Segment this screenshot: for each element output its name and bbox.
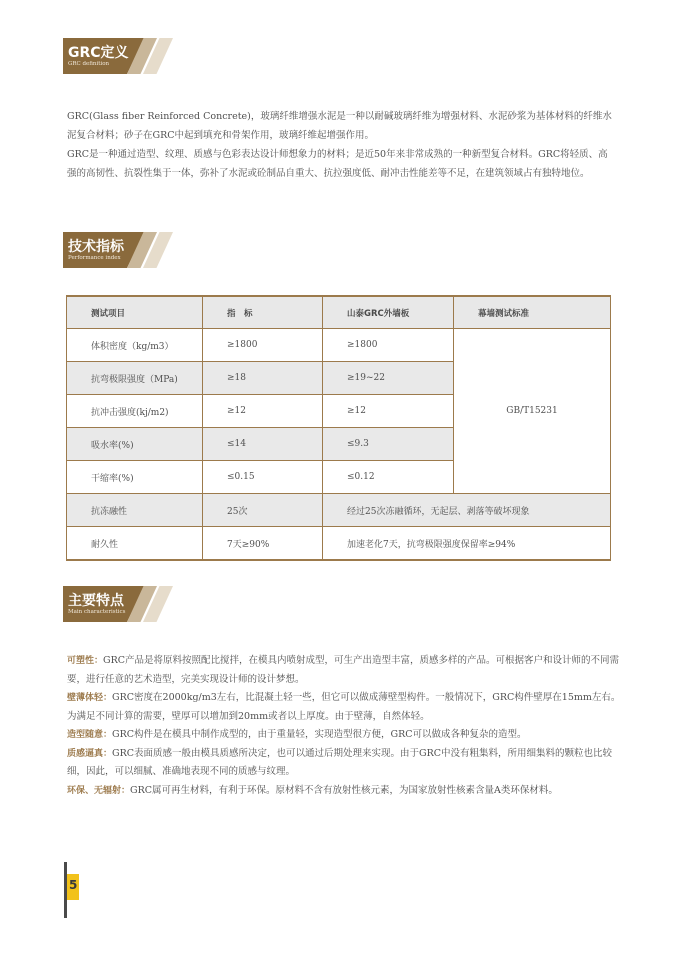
table-cell: 抗弯极限强度（MPa)	[67, 362, 203, 395]
feature-text: GRC属可再生材料，有利于环保。原材料不含有放射性核元素，为国家放射性核素含量A类环保材料。	[130, 784, 558, 796]
list-item	[67, 689, 623, 726]
feature-label: 壁薄体轻：	[67, 693, 113, 703]
table-cell: 干缩率(%)	[67, 461, 203, 494]
table-row	[67, 494, 611, 527]
section-title: 主要特点	[68, 593, 124, 609]
list-item	[67, 652, 623, 689]
section-subtitle: Performance index	[68, 255, 121, 261]
column-header: 测试项目	[67, 296, 203, 329]
table-cell: ≤0.12	[323, 461, 454, 494]
section-header-definition	[63, 38, 175, 74]
feature-text: GRC密度在2000kg/m3左右，比混凝土轻一些，但它可以做成薄壁型构件。一般情况下，GRC构件壁厚在15mm左右。为满足不同计算的需要，壁厚可以增加到20mm或者以上厚度。由于壁薄，自然体轻。	[67, 692, 621, 722]
feature-text: GRC产品是将原料按照配比搅拌，在模具内喷射成型，可生产出造型丰富，质感多样的产品。可根据客户和设计师的不同需要，进行任意的艺术造型，完美实现设计师的设计梦想。	[67, 655, 620, 685]
list-item	[67, 745, 623, 782]
table-cell: 7天≥90%	[203, 527, 323, 561]
page-number-marker	[64, 862, 82, 918]
table-row	[67, 527, 611, 561]
feature-label: 造型随意：	[67, 730, 113, 740]
table-row	[67, 329, 611, 362]
table-cell: ≥18	[203, 362, 323, 395]
page-number: 5	[69, 878, 78, 892]
table-cell: ≥19~22	[323, 362, 454, 395]
table-cell: 体积密度（kg/m3）	[67, 329, 203, 362]
table-cell: 经过25次冻融循环，无起层、剥落等破坏现象	[323, 494, 611, 527]
table-cell: 抗冲击强度(kj/m2)	[67, 395, 203, 428]
table-cell: 耐久性	[67, 527, 203, 561]
table-cell: ≤9.3	[323, 428, 454, 461]
table-cell: ≥12	[203, 395, 323, 428]
table-cell: ≤14	[203, 428, 323, 461]
standard-cell: GB/T15231	[454, 329, 611, 494]
table-cell: 吸水率(%)	[67, 428, 203, 461]
table-cell: 25次	[203, 494, 323, 527]
list-item	[67, 726, 623, 745]
section-header-performance	[63, 232, 175, 268]
paragraph: GRC是一种通过造型、纹理、质感与色彩表达设计师想象力的材料；是近50年来非常成熟的一种新型复合材料。GRC将轻质、高强的高韧性、抗裂性集于一体，弥补了水泥或砼制品自重大、抗拉强度低、耐冲击性能差等不足，在建筑领域占有独特地位。	[67, 149, 608, 179]
table-header-row	[67, 296, 611, 329]
table-cell: ≤0.15	[203, 461, 323, 494]
feature-label: 可塑性：	[67, 656, 104, 666]
feature-label: 质感逼真：	[67, 748, 113, 759]
section-title: 技术指标	[68, 239, 124, 255]
paragraph: GRC(Glass fiber Reinforced Concrete)，玻璃纤维增强水泥是一种以耐碱玻璃纤维为增强材料、水泥砂浆为基体材料的纤维水泥复合材料；砂子在GRC中起到填充和骨架作用，玻璃纤维起增强作用。	[67, 111, 612, 141]
section-subtitle: Main characteristics	[68, 609, 126, 615]
column-header: 山泰GRC外墙板	[323, 296, 454, 329]
column-header: 指 标	[203, 296, 323, 329]
definition-text	[67, 107, 617, 183]
table-cell: 抗冻融性	[67, 494, 203, 527]
features-list	[67, 652, 623, 800]
table-cell: 加速老化7天，抗弯极限强度保留率≥94%	[323, 527, 611, 561]
feature-text: GRC构件是在模具中制作成型的，由于重量轻，实现造型很方便，GRC可以做成各种复杂的造型。	[112, 729, 527, 740]
column-header: 幕墙测试标准	[454, 296, 611, 329]
section-subtitle: GRC definition	[68, 61, 110, 67]
performance-table	[66, 295, 611, 561]
table-cell: ≥12	[323, 395, 454, 428]
section-title: GRC定义	[68, 45, 129, 61]
list-item	[67, 782, 623, 801]
section-header-characteristics	[63, 586, 175, 622]
table-cell: ≥1800	[203, 329, 323, 362]
feature-label: 环保、无辐射：	[67, 785, 131, 796]
feature-text: GRC表面质感一般由模具质感所决定，也可以通过后期处理来实现。由于GRC中没有粗集料，所用细集料的颗粒也比较细，因此，可以细腻、准确地表现不同的质感与纹理。	[67, 747, 613, 777]
table-cell: ≥1800	[323, 329, 454, 362]
